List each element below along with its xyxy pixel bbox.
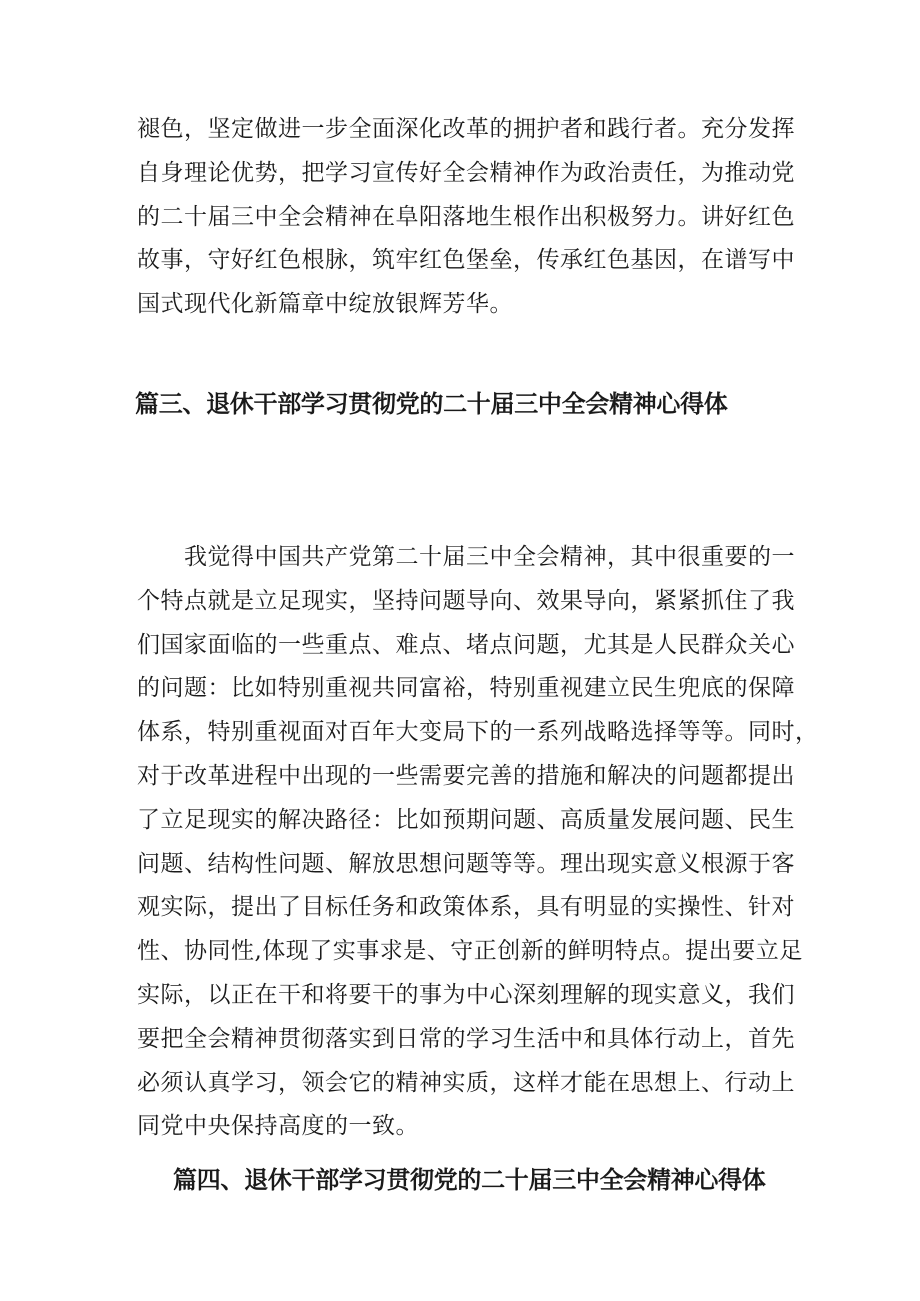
paragraph-line: 的二十届三中全会精神在阜阳落地生根作出积极努力。讲好红色 xyxy=(137,203,795,230)
paragraph-line: 褪色，坚定做进一步全面深化改革的拥护者和践行者。充分发挥 xyxy=(137,116,795,142)
paragraph-2 xyxy=(137,536,819,1149)
paragraph-line: 必须认真学习，领会它的精神实质，这样才能在思想上、行动上 xyxy=(137,1069,795,1096)
paragraph-line: 我觉得中国共产党第二十届三中全会精神，其中很重要的一 xyxy=(137,544,795,570)
paragraph-line: 性、协同性,体现了实事求是、守正创新的鲜明特点。提出要立足 xyxy=(137,938,803,965)
paragraph-line: 实际，以正在干和将要干的事为中心深刻理解的现实意义，我们 xyxy=(137,981,795,1008)
paragraph-line: 故事，守好红色根脉，筑牢红色堡垒，传承红色基因，在谱写中 xyxy=(137,247,795,274)
paragraph-1 xyxy=(137,108,795,327)
paragraph-line: 自身理论优势，把学习宣传好全会精神作为政治责任，为推动党 xyxy=(137,159,795,186)
paragraph-line: 个特点就是立足现实，坚持问题导向、效果导向，紧紧抓住了我 xyxy=(137,587,795,614)
section-heading-4: 篇四、退休干部学习贯彻党的二十届三中全会精神心得体 xyxy=(173,1166,766,1194)
paragraph-line: 要把全会精神贯彻落实到日常的学习生活中和具体行动上，首先 xyxy=(137,1025,795,1052)
paragraph-line: 的问题：比如特别重视共同富裕，特别重视建立民生兜底的保障 xyxy=(137,675,795,702)
paragraph-line: 了立足现实的解决路径：比如预期问题、高质量发展问题、民生 xyxy=(137,806,795,833)
paragraph-line: 体系，特别重视面对百年大变局下的一系列战略选择等等。同时， xyxy=(137,719,819,746)
paragraph-line: 们国家面临的一些重点、难点、堵点问题，尤其是人民群众关心 xyxy=(137,631,795,658)
paragraph-line: 观实际，提出了目标任务和政策体系，具有明显的实操性、针对 xyxy=(137,894,795,921)
paragraph-line: 同党中央保持高度的一致。 xyxy=(137,1113,419,1140)
section-heading-3: 篇三、退休干部学习贯彻党的二十届三中全会精神心得体 xyxy=(135,390,728,418)
paragraph-line: 对于改革进程中出现的一些需要完善的措施和解决的问题都提出 xyxy=(137,762,795,789)
paragraph-line: 问题、结构性问题、解放思想问题等等。理出现实意义根源于客 xyxy=(137,850,795,877)
paragraph-line: 国式现代化新篇章中绽放银辉芳华。 xyxy=(137,291,513,318)
